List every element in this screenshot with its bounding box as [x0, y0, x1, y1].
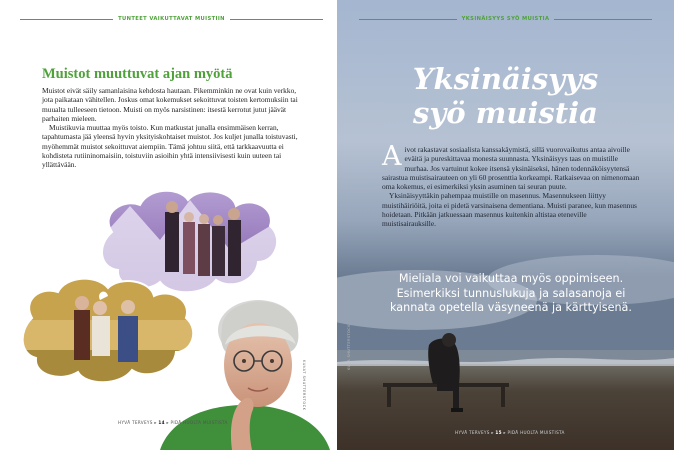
right-article-body	[382, 141, 642, 229]
title-line-1: Yksinäisyys	[412, 62, 599, 96]
running-head-rule	[554, 19, 652, 20]
pull-quote: Mieliala voi vaikuttaa myös oppimiseen. Esimerkiksi tunnuslukuja ja salasanoja ei kannata opetella väsyneenä ja kärttyisenä.	[390, 272, 632, 314]
right-page	[337, 0, 674, 450]
folio-page-number: 14	[158, 420, 165, 425]
left-article-title: Muistot muuttuvat ajan myötä	[42, 66, 233, 82]
folio-section: PIDÄ HUOLTA MUISTISTA	[507, 430, 565, 435]
folio-brand: HYVÄ TERVEYS	[118, 420, 153, 425]
left-folio: HYVÄ TERVEYS ▸ 14 ▸ PIDÄ HUOLTA MUISTISTA	[118, 420, 228, 425]
running-head-label: YKSINÄISYYS SYÖ MUISTIA	[461, 16, 550, 22]
folio-section: PIDÄ HUOLTA MUISTISTA	[170, 420, 228, 425]
right-paragraph-1-text: ivot rakastavat sosiaalista kanssakäymistä, sillä vuorovaikutus antaa aivoille eväitä ja pureskittavaa monesta suunnasta. Yksinäisyys taas on muistille murhaa. Jos vartuinut kokee itsensä yksinäiseksi, hänen todennäköisyytensä sairastua muistisairauteen on yli 60 prosenttia korkeampi. Ratkaisevaa on nimenomaan oma kokemus, ei esimerkiksi yksin asuminen tai seuran puute.	[382, 145, 640, 192]
right-paragraph-2: Yksinäisyyttäkin pahempaa muistille on masennus. Masennukseen liittyy muistihäiriöitä, joita ei pidetä varsinaisena dementiana. Muisti paranee, kun masennus hoidetaan. Pitkään jatkuessaan masennus kuitenkin altistaa eteneville muistisairauksille.	[382, 191, 637, 229]
title-line-2: syö muistia	[413, 96, 598, 130]
right-paragraph-1	[382, 141, 642, 192]
running-head-label: TUNTEET VAIKUTTAVAT MUISTIIN	[118, 16, 225, 22]
right-running-head	[359, 14, 652, 24]
right-photo-credit: KUVA SHUTTERSTOCK	[347, 324, 351, 370]
left-paragraph-1: Muistot eivät säily samanlaisina kehdosta hautaan. Pikemminkin ne ovat kuin verkko, jota paikataan vähitellen. Joskus omat kokemukset sekoittuvat toisten kertomuksiin tai muualta tulleeseen tietoon. Muisti on myös narsistinen: itsestä kerrotut jutut jäävät parhaiten mieleen.	[42, 86, 298, 123]
folio-page-number: 15	[495, 430, 502, 435]
right-folio: HYVÄ TERVEYS ▸ 15 ▸ PIDÄ HUOLTA MUISTISTA	[455, 430, 565, 435]
left-paragraph-2: Muistikuvia muuttaa myös toisto. Kun matkustat junalla ensimmäisen kerran, tapahtumasta jää yleensä hyvin yksityiskohtaiset muistot. Jos kuljet junalla toistuvasti, myöhemmät muistot sekoittuvat aiempiin. Tämä johtuu siitä, että tarkkaavuutta ei kohdisteta rutiininomaisiin, toistuviin asioihin yhtä intensiivisesti kuin uuteen tai yllättävään.	[42, 123, 298, 170]
running-head-rule	[359, 19, 457, 20]
right-article-title	[337, 62, 674, 130]
folio-brand: HYVÄ TERVEYS	[455, 430, 490, 435]
left-photo-credit: KUVAT SHUTTERSTOCK	[302, 360, 306, 411]
drop-cap: A	[382, 141, 402, 172]
